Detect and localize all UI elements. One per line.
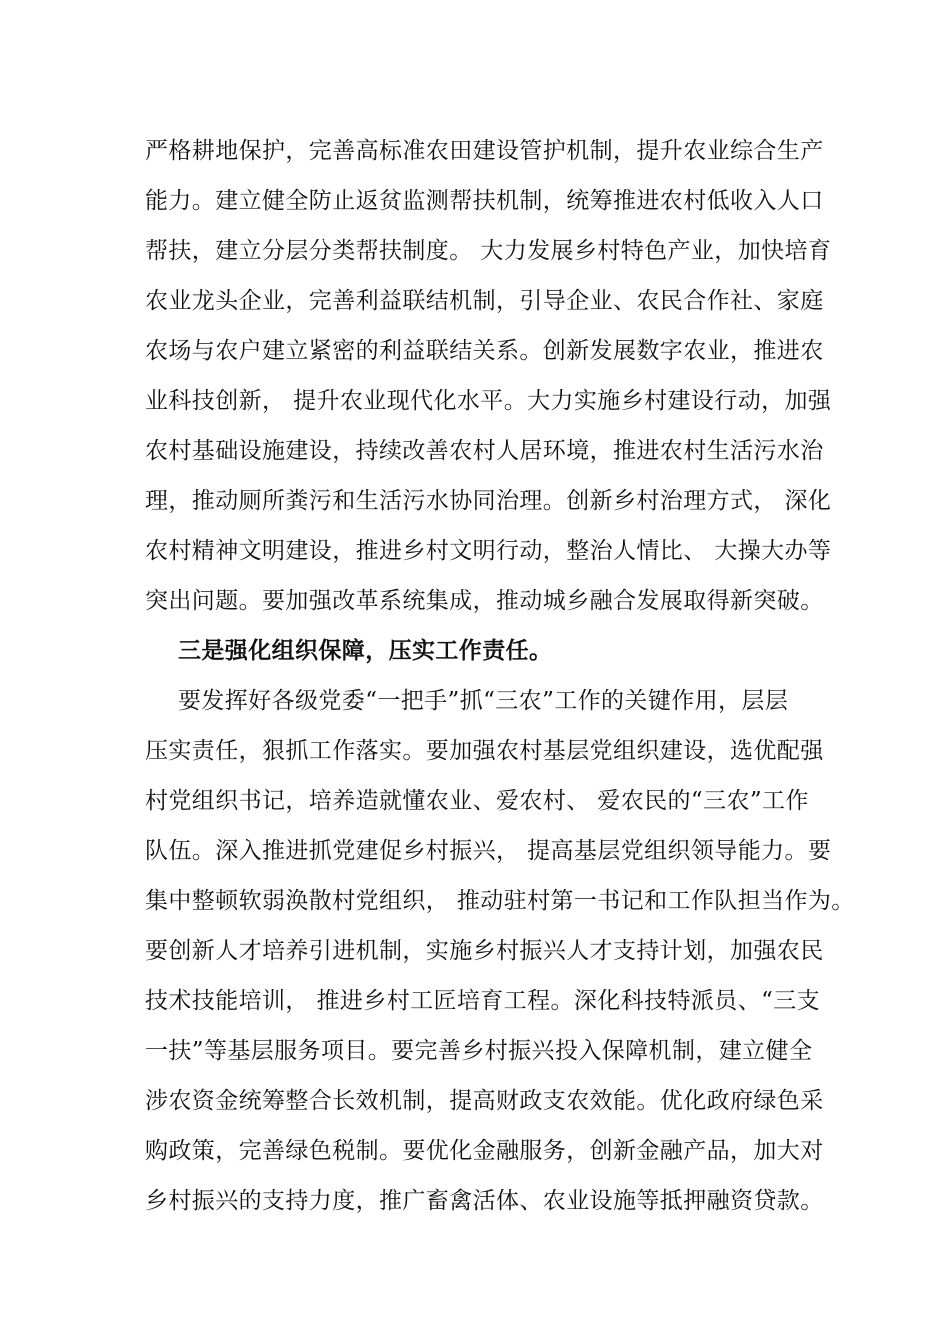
paragraph-line: 集中整顿软弱涣散村党组织， 推动驻村第一书记和工作队担当作为。 bbox=[145, 888, 855, 914]
paragraph-line: 农村精神文明建设，推进乡村文明行动，整治人情比、 大操大办等 bbox=[145, 538, 832, 564]
paragraph-line: 乡村振兴的支持力度，推广畜禽活体、农业设施等抵押融资贷款。 bbox=[145, 1188, 824, 1214]
paragraph-line: 农村基础设施建设，持续改善农村人居环境，推进农村生活污水治 bbox=[145, 438, 824, 464]
paragraph-line: 突出问题。要加强改革系统集成，推动城乡融合发展取得新突破。 bbox=[145, 588, 824, 614]
paragraph-line: 业科技创新， 提升农业现代化水平。大力实施乡村建设行动，加强 bbox=[145, 388, 832, 414]
paragraph-line: 农业龙头企业，完善利益联结机制，引导企业、农民合作社、家庭 bbox=[145, 288, 824, 314]
paragraph-line: 村党组织书记，培养造就懂农业、爱农村、 爱农民的“三农”工作 bbox=[145, 788, 809, 814]
paragraph-line: 农场与农户建立紧密的利益联结关系。创新发展数字农业，推进农 bbox=[145, 338, 824, 364]
paragraph-line: 购政策，完善绿色税制。要优化金融服务，创新金融产品，加大对 bbox=[145, 1138, 824, 1164]
paragraph-line: 能力。建立健全防止返贫监测帮扶机制，统筹推进农村低收入人口 bbox=[145, 188, 824, 214]
paragraph-line: 严格耕地保护，完善高标准农田建设管护机制，提升农业综合生产 bbox=[145, 138, 824, 164]
paragraph-line: 帮扶，建立分层分类帮扶制度。 大力发展乡村特色产业，加快培育 bbox=[145, 238, 832, 264]
paragraph-line: 队伍。深入推进抓党建促乡村振兴， 提高基层党组织领导能力。要 bbox=[145, 838, 832, 864]
paragraph-line: 涉农资金统筹整合长效机制，提高财政支农效能。优化政府绿色采 bbox=[145, 1088, 824, 1114]
paragraph-line: 要发挥好各级党委“一把手”抓“三农”工作的关键作用，层层 bbox=[178, 688, 789, 714]
paragraph-line: 理，推动厕所粪污和生活污水协同治理。创新乡村治理方式， 深化 bbox=[145, 488, 832, 514]
paragraph-line: 要创新人才培养引进机制，实施乡村振兴人才支持计划，加强农民 bbox=[145, 938, 824, 964]
paragraph-line: 一扶”等基层服务项目。要完善乡村振兴投入保障机制，建立健全 bbox=[145, 1038, 813, 1064]
section-heading: 三是强化组织保障，压实工作责任。 bbox=[178, 637, 553, 664]
paragraph-line: 技术技能培训， 推进乡村工匠培育工程。深化科技特派员、“三支 bbox=[145, 988, 821, 1014]
paragraph-line: 压实责任，狠抓工作落实。要加强农村基层党组织建设，选优配强 bbox=[145, 738, 824, 764]
